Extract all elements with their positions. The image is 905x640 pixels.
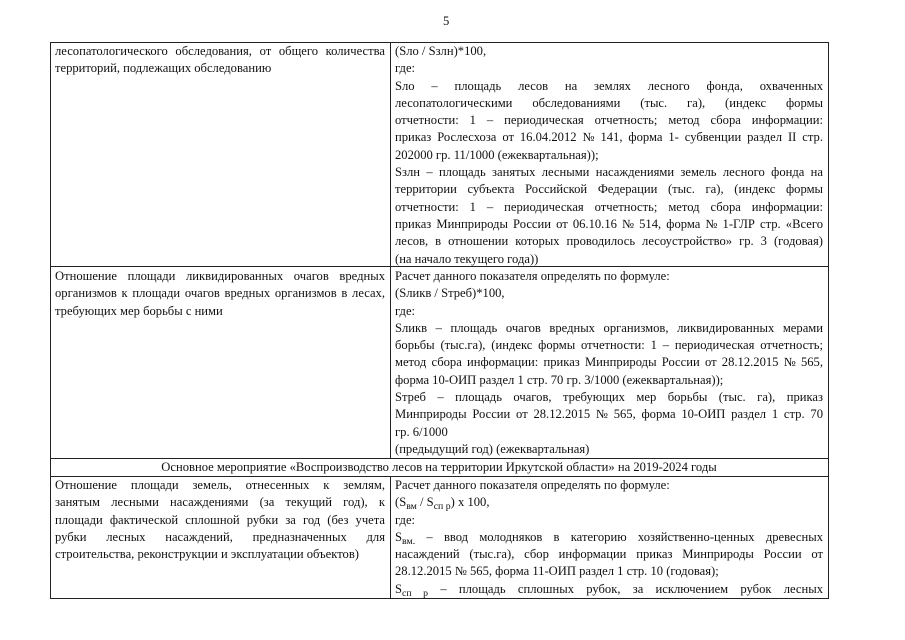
method-line: где: (395, 303, 416, 318)
text-line (395, 303, 823, 320)
method-line: Sло – площадь лесов на землях лесного фонда, охваченных (395, 78, 823, 93)
formula-symbol: S (395, 581, 403, 596)
indicator-line: занятым лесными насаждениями (за текущий год), к (55, 495, 385, 510)
method-line: отчетности: 1 – периодическая отчетность; метод сбора информации: (395, 199, 823, 214)
text-line (395, 529, 823, 546)
text-line (395, 78, 823, 95)
formula (395, 495, 490, 513)
method-line: Sзлн – площадь занятых лесными насаждениями земель лесного фонда на (395, 165, 823, 180)
text-line (395, 563, 823, 580)
text-line (395, 546, 823, 563)
indicator-line: площади фактической сплошной рубки за год (без учета (55, 512, 385, 527)
text-line (395, 181, 823, 198)
text-line (395, 147, 823, 164)
text-line (395, 164, 823, 181)
indicator-line: требующих мер борьбы с ними (55, 303, 223, 318)
indicator-cell (50, 266, 391, 459)
indicator-line: территорий, подлежащих обследованию (55, 61, 272, 76)
indicator-line: Отношение площади ликвидированных очагов вредных (55, 269, 385, 283)
indicator-line: строительства, реконструкции и эксплуатации объектов) (55, 547, 359, 562)
formula: (Sло / Sзлн)*100, (395, 44, 487, 58)
method-line: (на начало текущего года)) (395, 251, 539, 266)
method-line: территории субъекта Российской Федерации (тыс. га), (индекс формы (395, 182, 823, 197)
method-line: Sтреб – площадь очагов, требующих мер борьбы (тыс. га), приказ (395, 390, 823, 405)
method-line: гр. 6/1000 (395, 424, 448, 439)
text-line (55, 60, 385, 77)
section-heading: Основное мероприятие «Воспроизводство лесов на территории Иркутской области» на 2019-2024 годы (161, 460, 717, 474)
method-line: (предыдущий год) (ежеквартальная) (395, 441, 590, 456)
text-line (395, 337, 823, 354)
text-line (395, 268, 823, 285)
method-cell (390, 266, 829, 459)
method-line: лесов, в отношении которых проводилось лесоустройство» гр. 3 (годовая) (395, 234, 823, 249)
text-line (395, 581, 823, 598)
method-line-text: – площадь сплошных рубок, за исключением рубок лесных (428, 581, 824, 596)
indicator-line: Отношение площади земель, отнесенных к землям, (55, 478, 385, 492)
text-line (395, 285, 823, 302)
text-line (395, 406, 823, 423)
text-line (395, 424, 823, 441)
method-line: приказ Минприроды России от 06.10.16 № 514, форма № 1-ГЛР стр. «Всего (395, 216, 823, 231)
formula-symbol: S (395, 529, 403, 544)
text-line (395, 494, 823, 511)
formula-subscript: вм. (402, 535, 416, 547)
formula-subscript: сп р (433, 501, 451, 513)
text-line (55, 303, 385, 320)
method-cell (390, 476, 829, 599)
method-line: 202000 гр. 11/1000 (ежеквартальная)); (395, 147, 599, 162)
method-line: метод сбора информации: приказ Минприроды России от 28.12.2015 № 565, (395, 355, 823, 370)
text-line (395, 43, 823, 60)
text-line (55, 268, 385, 285)
text-line (55, 285, 385, 302)
text-line (55, 43, 385, 60)
formula-subscript: вм (406, 501, 417, 513)
text-line (395, 112, 823, 129)
method-cell (390, 42, 829, 267)
page-number: 5 (443, 14, 450, 28)
method-line: форма 10-ОИП раздел 1 стр. 70 гр. 3/1000 (ежеквартальная)); (395, 372, 724, 387)
indicator-cell (50, 476, 391, 599)
method-line: Расчет данного показателя определять по формуле: (395, 269, 670, 283)
text-line (395, 233, 823, 250)
formula: (Sликв / Sтреб)*100, (395, 286, 505, 301)
text-line (55, 512, 385, 529)
text-line (395, 477, 823, 494)
text-line (395, 354, 823, 371)
indicator-line: рубки лесных насаждений, предназначенных для (55, 529, 385, 544)
method-line: где: (395, 512, 416, 527)
method-line: отчетности: 1 – периодическая отчетность; метод сбора информации: (395, 113, 823, 128)
method-line (395, 581, 824, 599)
formula-symbol: (S (395, 495, 407, 510)
text-line (395, 129, 823, 146)
text-line (395, 60, 823, 77)
text-line (55, 494, 385, 511)
method-line-text: – ввод молодняков в категорию хозяйственно-ценных древесных (415, 529, 823, 544)
method-line (395, 529, 823, 547)
formula-symbol: ) x 100, (450, 495, 490, 510)
method-line: 28.12.2015 № 565, форма 11-ОИП раздел 1 стр. 10 (годовая); (395, 564, 719, 579)
text-line (395, 216, 823, 233)
text-line (395, 512, 823, 529)
text-line (55, 477, 385, 494)
method-line: борьбы (тыс.га), (индекс формы отчетности: 1 – периодическая отчетность; (395, 338, 823, 353)
text-line (395, 441, 823, 458)
text-line (55, 546, 385, 563)
section-heading-cell (50, 458, 829, 477)
method-line: насаждений (тыс.га), сбор информации приказ Минприроды России от (395, 547, 823, 562)
text-line (395, 95, 823, 112)
formula-symbol: / S (416, 495, 434, 510)
text-line (55, 529, 385, 546)
text-line (395, 372, 823, 389)
method-line: Расчет данного показателя определять по формуле: (395, 478, 670, 492)
text-line (395, 389, 823, 406)
indicator-line: организмов к площади очагов вредных организмов в лесах, (55, 286, 385, 301)
method-line: Sликв – площадь очагов вредных организмов, ликвидированных мерами (395, 320, 823, 335)
text-line (55, 459, 823, 476)
text-line (395, 320, 823, 337)
text-line (395, 199, 823, 216)
indicator-line: лесопатологического обследования, от общего количества (55, 44, 385, 58)
method-line: где: (395, 61, 416, 76)
method-line: лесопатологическими обследованиями (тыс. га), (индекс формы (395, 95, 823, 110)
formula-subscript: сп р (402, 587, 429, 599)
method-line: приказ Рослесхоза от 16.04.2012 № 141, форма 1- субвенции раздел II стр. (395, 130, 823, 145)
indicator-cell (50, 42, 391, 267)
method-line: Минприроды России от 28.12.2015 № 565, форма 10-ОИП раздел 1 стр. 70 (395, 407, 823, 422)
